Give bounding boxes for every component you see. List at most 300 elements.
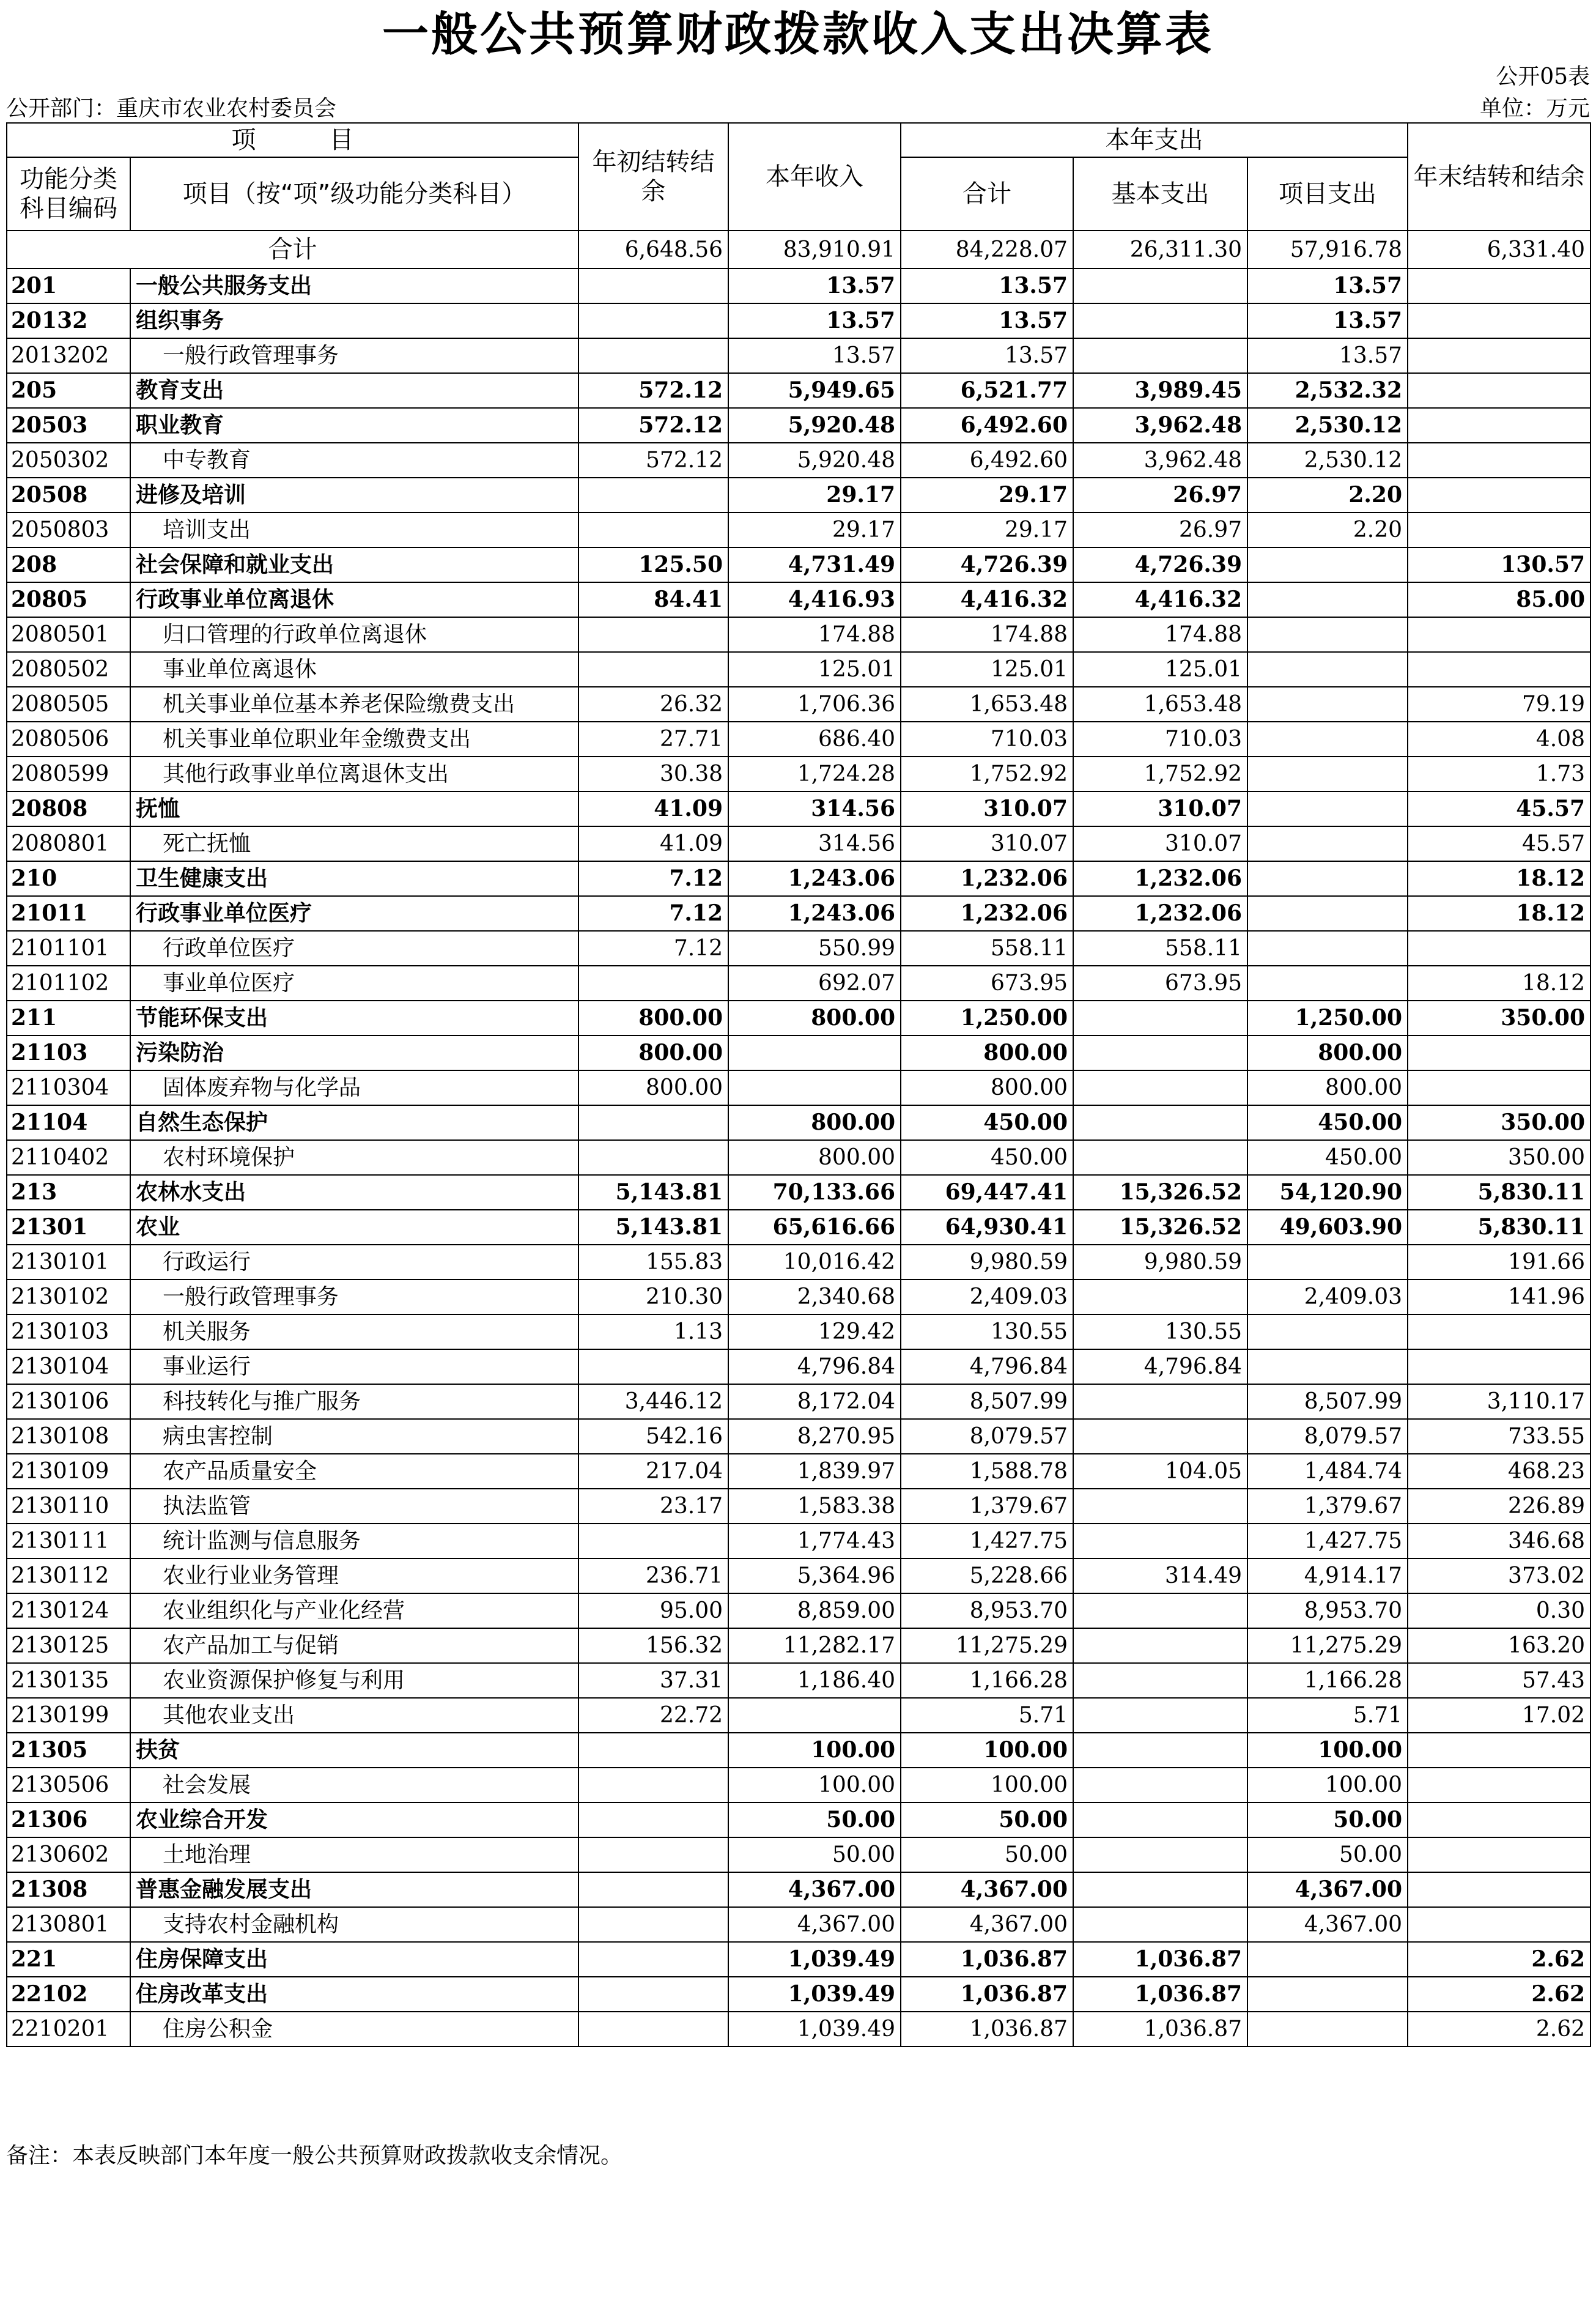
cell-expense-total: 4,726.39 — [901, 547, 1073, 582]
cell-basic — [1073, 1907, 1247, 1942]
cell-basic: 673.95 — [1073, 966, 1247, 1001]
row-code: 2130199 — [7, 1698, 130, 1733]
table-row — [7, 1245, 1590, 1280]
cell-end-balance: 18.12 — [1408, 896, 1590, 931]
cell-expense-total: 6,521.77 — [901, 373, 1073, 408]
cell-expense-total: 50.00 — [901, 1803, 1073, 1837]
table-row — [7, 269, 1590, 303]
row-code: 2130108 — [7, 1419, 130, 1454]
cell-begin-balance — [578, 1349, 728, 1384]
total-expense: 84,228.07 — [901, 231, 1073, 269]
cell-project: 2,530.12 — [1247, 443, 1408, 478]
cell-expense-total: 1,752.92 — [901, 757, 1073, 791]
table-row — [7, 1140, 1590, 1175]
cell-income: 1,839.97 — [728, 1454, 901, 1489]
cell-begin-balance: 7.12 — [578, 931, 728, 966]
header-total: 合计 — [901, 157, 1073, 231]
cell-expense-total: 1,250.00 — [901, 1001, 1073, 1036]
row-name: 行政事业单位医疗 — [130, 896, 578, 931]
cell-begin-balance: 210.30 — [578, 1280, 728, 1314]
cell-basic — [1073, 1036, 1247, 1070]
cell-begin-balance: 572.12 — [578, 373, 728, 408]
cell-income: 686.40 — [728, 722, 901, 757]
cell-end-balance — [1408, 1803, 1590, 1837]
cell-project — [1247, 931, 1408, 966]
cell-end-balance: 0.30 — [1408, 1593, 1590, 1628]
row-code: 21306 — [7, 1803, 130, 1837]
report-title: 一般公共预算财政拨款收入支出决算表 — [382, 7, 1214, 61]
cell-income: 5,949.65 — [728, 373, 901, 408]
row-code: 2110402 — [7, 1140, 130, 1175]
cell-expense-total: 8,953.70 — [901, 1593, 1073, 1628]
cell-basic — [1073, 1698, 1247, 1733]
table-row — [7, 722, 1590, 757]
cell-end-balance — [1408, 303, 1590, 338]
row-code: 21305 — [7, 1733, 130, 1768]
cell-basic: 1,036.87 — [1073, 1942, 1247, 1977]
cell-expense-total: 800.00 — [901, 1036, 1073, 1070]
cell-income: 1,039.49 — [728, 1942, 901, 1977]
cell-basic: 26.97 — [1073, 513, 1247, 547]
cell-project — [1247, 757, 1408, 791]
row-code: 2110304 — [7, 1070, 130, 1105]
row-code: 201 — [7, 269, 130, 303]
cell-project: 1,166.28 — [1247, 1663, 1408, 1698]
row-name: 扶贫 — [130, 1733, 578, 1768]
cell-income: 13.57 — [728, 269, 901, 303]
cell-begin-balance: 26.32 — [578, 687, 728, 722]
cell-expense-total: 64,930.41 — [901, 1210, 1073, 1245]
table-row — [7, 931, 1590, 966]
header-func-code: 功能分类科目编码 — [7, 157, 130, 231]
cell-project — [1247, 1245, 1408, 1280]
cell-basic: 3,962.48 — [1073, 443, 1247, 478]
cell-expense-total: 1,166.28 — [901, 1663, 1073, 1698]
cell-begin-balance — [578, 478, 728, 513]
table-row — [7, 443, 1590, 478]
cell-end-balance — [1408, 1733, 1590, 1768]
cell-begin-balance: 84.41 — [578, 582, 728, 617]
cell-expense-total: 4,367.00 — [901, 1907, 1073, 1942]
cell-basic: 558.11 — [1073, 931, 1247, 966]
header-item-name: 项目（按“项”级功能分类科目） — [130, 157, 578, 231]
cell-begin-balance: 27.71 — [578, 722, 728, 757]
cell-end-balance: 130.57 — [1408, 547, 1590, 582]
cell-expense-total: 673.95 — [901, 966, 1073, 1001]
row-code: 2130506 — [7, 1768, 130, 1803]
row-name: 事业运行 — [130, 1349, 578, 1384]
row-code: 2080801 — [7, 826, 130, 861]
row-name: 机关服务 — [130, 1314, 578, 1349]
cell-project: 11,275.29 — [1247, 1628, 1408, 1663]
row-code: 21103 — [7, 1036, 130, 1070]
cell-end-balance: 85.00 — [1408, 582, 1590, 617]
total-label: 合计 — [7, 231, 578, 269]
table-row — [7, 1558, 1590, 1593]
cell-project: 1,250.00 — [1247, 1001, 1408, 1036]
cell-expense-total: 4,367.00 — [901, 1872, 1073, 1907]
table-row — [7, 1803, 1590, 1837]
cell-basic: 4,726.39 — [1073, 547, 1247, 582]
row-name: 科技转化与推广服务 — [130, 1384, 578, 1419]
department-label: 公开部门：重庆市农业农村委员会 — [6, 96, 337, 121]
table-row — [7, 1942, 1590, 1977]
table-row — [7, 1524, 1590, 1558]
cell-expense-total: 29.17 — [901, 478, 1073, 513]
cell-project: 2.20 — [1247, 478, 1408, 513]
cell-expense-total: 100.00 — [901, 1768, 1073, 1803]
row-name: 行政事业单位离退休 — [130, 582, 578, 617]
cell-begin-balance — [578, 1872, 728, 1907]
cell-project: 1,484.74 — [1247, 1454, 1408, 1489]
cell-project: 13.57 — [1247, 303, 1408, 338]
cell-income: 4,367.00 — [728, 1907, 901, 1942]
row-name: 住房公积金 — [130, 2012, 578, 2047]
cell-basic: 9,980.59 — [1073, 1245, 1247, 1280]
cell-project: 1,427.75 — [1247, 1524, 1408, 1558]
cell-expense-total: 2,409.03 — [901, 1280, 1073, 1314]
table-row — [7, 861, 1590, 896]
cell-income: 5,920.48 — [728, 408, 901, 443]
cell-basic: 26.97 — [1073, 478, 1247, 513]
cell-basic — [1073, 1768, 1247, 1803]
unit-label: 单位：万元 — [1479, 96, 1590, 121]
cell-expense-total: 13.57 — [901, 338, 1073, 373]
row-code: 21308 — [7, 1872, 130, 1907]
cell-begin-balance — [578, 1768, 728, 1803]
cell-basic — [1073, 303, 1247, 338]
row-name: 农业综合开发 — [130, 1803, 578, 1837]
cell-end-balance — [1408, 269, 1590, 303]
cell-expense-total: 69,447.41 — [901, 1175, 1073, 1210]
cell-expense-total: 5.71 — [901, 1698, 1073, 1733]
footnote: 备注：本表反映部门本年度一般公共预算财政拨款收支余情况。 — [6, 2143, 623, 2168]
table-row — [7, 1210, 1590, 1245]
cell-end-balance: 18.12 — [1408, 966, 1590, 1001]
cell-end-balance: 1.73 — [1408, 757, 1590, 791]
cell-begin-balance: 217.04 — [578, 1454, 728, 1489]
row-code: 211 — [7, 1001, 130, 1036]
table-row — [7, 547, 1590, 582]
cell-end-balance: 79.19 — [1408, 687, 1590, 722]
cell-expense-total: 1,653.48 — [901, 687, 1073, 722]
row-code: 2130104 — [7, 1349, 130, 1384]
cell-income: 4,731.49 — [728, 547, 901, 582]
cell-expense-total: 8,507.99 — [901, 1384, 1073, 1419]
cell-project — [1247, 617, 1408, 652]
table-row — [7, 1733, 1590, 1768]
row-name: 一般公共服务支出 — [130, 269, 578, 303]
header-end-balance: 年末结转和结余 — [1408, 123, 1590, 231]
row-name: 教育支出 — [130, 373, 578, 408]
cell-basic: 1,036.87 — [1073, 1977, 1247, 2012]
row-code: 2130124 — [7, 1593, 130, 1628]
cell-income: 1,243.06 — [728, 896, 901, 931]
row-name: 自然生态保护 — [130, 1105, 578, 1140]
row-name: 农业组织化与产业化经营 — [130, 1593, 578, 1628]
cell-expense-total: 1,427.75 — [901, 1524, 1073, 1558]
cell-expense-total: 29.17 — [901, 513, 1073, 547]
cell-begin-balance: 800.00 — [578, 1001, 728, 1036]
cell-project — [1247, 791, 1408, 826]
row-code: 2050302 — [7, 443, 130, 478]
cell-end-balance — [1408, 1314, 1590, 1349]
cell-end-balance: 57.43 — [1408, 1663, 1590, 1698]
cell-project: 13.57 — [1247, 269, 1408, 303]
row-code: 2130801 — [7, 1907, 130, 1942]
row-name: 培训支出 — [130, 513, 578, 547]
cell-basic — [1073, 1837, 1247, 1872]
row-name: 农林水支出 — [130, 1175, 578, 1210]
header-income: 本年收入 — [728, 123, 901, 231]
cell-expense-total: 13.57 — [901, 269, 1073, 303]
cell-basic — [1073, 1593, 1247, 1628]
cell-expense-total: 1,588.78 — [901, 1454, 1073, 1489]
cell-begin-balance — [578, 2012, 728, 2047]
cell-project — [1247, 1349, 1408, 1384]
table-row — [7, 408, 1590, 443]
cell-basic: 1,232.06 — [1073, 861, 1247, 896]
cell-begin-balance — [578, 1733, 728, 1768]
cell-project — [1247, 896, 1408, 931]
cell-income: 1,774.43 — [728, 1524, 901, 1558]
row-name: 一般行政管理事务 — [130, 338, 578, 373]
row-code: 2130111 — [7, 1524, 130, 1558]
row-name: 住房保障支出 — [130, 1942, 578, 1977]
total-income: 83,910.91 — [728, 231, 901, 269]
cell-basic — [1073, 1489, 1247, 1524]
row-name: 死亡抚恤 — [130, 826, 578, 861]
cell-expense-total: 11,275.29 — [901, 1628, 1073, 1663]
cell-begin-balance — [578, 1907, 728, 1942]
cell-expense-total: 100.00 — [901, 1733, 1073, 1768]
cell-expense-total: 174.88 — [901, 617, 1073, 652]
cell-end-balance: 733.55 — [1408, 1419, 1590, 1454]
row-name: 事业单位医疗 — [130, 966, 578, 1001]
cell-end-balance — [1408, 1768, 1590, 1803]
cell-project — [1247, 1977, 1408, 2012]
cell-project: 49,603.90 — [1247, 1210, 1408, 1245]
cell-project: 8,507.99 — [1247, 1384, 1408, 1419]
row-name: 中专教育 — [130, 443, 578, 478]
cell-end-balance: 350.00 — [1408, 1140, 1590, 1175]
cell-end-balance — [1408, 513, 1590, 547]
cell-expense-total: 8,079.57 — [901, 1419, 1073, 1454]
cell-end-balance: 2.62 — [1408, 1942, 1590, 1977]
cell-project: 5.71 — [1247, 1698, 1408, 1733]
cell-begin-balance — [578, 513, 728, 547]
row-code: 2130106 — [7, 1384, 130, 1419]
row-code: 2050803 — [7, 513, 130, 547]
cell-basic — [1073, 1384, 1247, 1419]
cell-income: 1,186.40 — [728, 1663, 901, 1698]
cell-basic: 130.55 — [1073, 1314, 1247, 1349]
cell-expense-total: 125.01 — [901, 652, 1073, 687]
cell-project — [1247, 861, 1408, 896]
cell-income: 1,724.28 — [728, 757, 901, 791]
row-name: 节能环保支出 — [130, 1001, 578, 1036]
cell-basic: 314.49 — [1073, 1558, 1247, 1593]
total-basic: 26,311.30 — [1073, 231, 1247, 269]
row-name: 进修及培训 — [130, 478, 578, 513]
cell-end-balance: 141.96 — [1408, 1280, 1590, 1314]
cell-income: 50.00 — [728, 1803, 901, 1837]
cell-expense-total: 5,228.66 — [901, 1558, 1073, 1593]
row-code: 2080506 — [7, 722, 130, 757]
cell-end-balance: 17.02 — [1408, 1698, 1590, 1733]
cell-expense-total: 800.00 — [901, 1070, 1073, 1105]
table-row — [7, 757, 1590, 791]
table-row — [7, 1419, 1590, 1454]
cell-end-balance — [1408, 931, 1590, 966]
row-name: 病虫害控制 — [130, 1419, 578, 1454]
cell-begin-balance: 236.71 — [578, 1558, 728, 1593]
cell-begin-balance — [578, 652, 728, 687]
table-row — [7, 513, 1590, 547]
cell-basic: 125.01 — [1073, 652, 1247, 687]
table-row — [7, 303, 1590, 338]
cell-begin-balance: 155.83 — [578, 1245, 728, 1280]
cell-project — [1247, 826, 1408, 861]
cell-income: 550.99 — [728, 931, 901, 966]
cell-income: 174.88 — [728, 617, 901, 652]
cell-income: 2,340.68 — [728, 1280, 901, 1314]
cell-basic — [1073, 1280, 1247, 1314]
cell-begin-balance: 800.00 — [578, 1036, 728, 1070]
row-code: 21011 — [7, 896, 130, 931]
cell-income: 800.00 — [728, 1001, 901, 1036]
cell-income: 65,616.66 — [728, 1210, 901, 1245]
cell-project: 13.57 — [1247, 338, 1408, 373]
cell-begin-balance — [578, 1837, 728, 1872]
table-row — [7, 1070, 1590, 1105]
cell-begin-balance — [578, 1977, 728, 2012]
row-code: 2130112 — [7, 1558, 130, 1593]
row-name: 农产品质量安全 — [130, 1454, 578, 1489]
cell-project: 4,914.17 — [1247, 1558, 1408, 1593]
table-row — [7, 966, 1590, 1001]
header-begin-balance: 年初结转结余 — [578, 123, 728, 231]
cell-project: 8,953.70 — [1247, 1593, 1408, 1628]
cell-end-balance: 468.23 — [1408, 1454, 1590, 1489]
cell-income: 70,133.66 — [728, 1175, 901, 1210]
table-row — [7, 1036, 1590, 1070]
cell-project: 2,532.32 — [1247, 373, 1408, 408]
total-project: 57,916.78 — [1247, 231, 1408, 269]
row-name: 社会保障和就业支出 — [130, 547, 578, 582]
cell-project: 2,530.12 — [1247, 408, 1408, 443]
row-name: 农村环境保护 — [130, 1140, 578, 1175]
table-row — [7, 1314, 1590, 1349]
cell-end-balance — [1408, 1907, 1590, 1942]
cell-income: 10,016.42 — [728, 1245, 901, 1280]
row-code: 205 — [7, 373, 130, 408]
row-name: 农业 — [130, 1210, 578, 1245]
cell-basic — [1073, 1872, 1247, 1907]
cell-end-balance: 2.62 — [1408, 1977, 1590, 2012]
cell-end-balance: 5,830.11 — [1408, 1175, 1590, 1210]
cell-begin-balance — [578, 1803, 728, 1837]
cell-basic: 1,752.92 — [1073, 757, 1247, 791]
table-row — [7, 687, 1590, 722]
cell-income: 100.00 — [728, 1768, 901, 1803]
row-code: 21301 — [7, 1210, 130, 1245]
cell-expense-total: 558.11 — [901, 931, 1073, 966]
cell-income: 8,859.00 — [728, 1593, 901, 1628]
cell-end-balance: 2.62 — [1408, 2012, 1590, 2047]
table-row — [7, 1001, 1590, 1036]
cell-basic: 3,989.45 — [1073, 373, 1247, 408]
cell-expense-total: 9,980.59 — [901, 1245, 1073, 1280]
row-code: 2130110 — [7, 1489, 130, 1524]
cell-income: 13.57 — [728, 338, 901, 373]
cell-end-balance — [1408, 652, 1590, 687]
cell-project: 2.20 — [1247, 513, 1408, 547]
row-code: 2130109 — [7, 1454, 130, 1489]
cell-project — [1247, 722, 1408, 757]
row-name: 污染防治 — [130, 1036, 578, 1070]
table-row — [7, 1489, 1590, 1524]
table-row — [7, 478, 1590, 513]
row-name: 卫生健康支出 — [130, 861, 578, 896]
table-row — [7, 1454, 1590, 1489]
cell-begin-balance: 30.38 — [578, 757, 728, 791]
cell-income: 4,416.93 — [728, 582, 901, 617]
row-name: 固体废弃物与化学品 — [130, 1070, 578, 1105]
cell-end-balance: 4.08 — [1408, 722, 1590, 757]
table-row — [7, 1872, 1590, 1907]
cell-end-balance — [1408, 1349, 1590, 1384]
row-code: 2130101 — [7, 1245, 130, 1280]
cell-income: 5,364.96 — [728, 1558, 901, 1593]
cell-expense-total: 4,796.84 — [901, 1349, 1073, 1384]
cell-income: 125.01 — [728, 652, 901, 687]
cell-basic — [1073, 1628, 1247, 1663]
table-row — [7, 1593, 1590, 1628]
cell-project — [1247, 2012, 1408, 2047]
table-row — [7, 1698, 1590, 1733]
row-name: 土地治理 — [130, 1837, 578, 1872]
cell-project — [1247, 1314, 1408, 1349]
cell-project — [1247, 687, 1408, 722]
cell-income: 1,583.38 — [728, 1489, 901, 1524]
row-name: 机关事业单位职业年金缴费支出 — [130, 722, 578, 757]
cell-end-balance — [1408, 373, 1590, 408]
row-name: 农产品加工与促销 — [130, 1628, 578, 1663]
table-row — [7, 1977, 1590, 2012]
cell-expense-total: 310.07 — [901, 826, 1073, 861]
row-name: 其他农业支出 — [130, 1698, 578, 1733]
row-name: 行政运行 — [130, 1245, 578, 1280]
cell-project — [1247, 652, 1408, 687]
cell-expense-total: 1,379.67 — [901, 1489, 1073, 1524]
cell-end-balance: 346.68 — [1408, 1524, 1590, 1558]
cell-end-balance: 3,110.17 — [1408, 1384, 1590, 1419]
cell-basic — [1073, 1663, 1247, 1698]
cell-begin-balance — [578, 617, 728, 652]
row-name: 职业教育 — [130, 408, 578, 443]
header-basic: 基本支出 — [1073, 157, 1247, 231]
row-code: 2080502 — [7, 652, 130, 687]
cell-end-balance: 226.89 — [1408, 1489, 1590, 1524]
cell-expense-total: 450.00 — [901, 1140, 1073, 1175]
cell-basic — [1073, 338, 1247, 373]
table-row — [7, 1280, 1590, 1314]
row-code: 20808 — [7, 791, 130, 826]
cell-basic — [1073, 1733, 1247, 1768]
cell-income: 50.00 — [728, 1837, 901, 1872]
cell-income: 129.42 — [728, 1314, 901, 1349]
